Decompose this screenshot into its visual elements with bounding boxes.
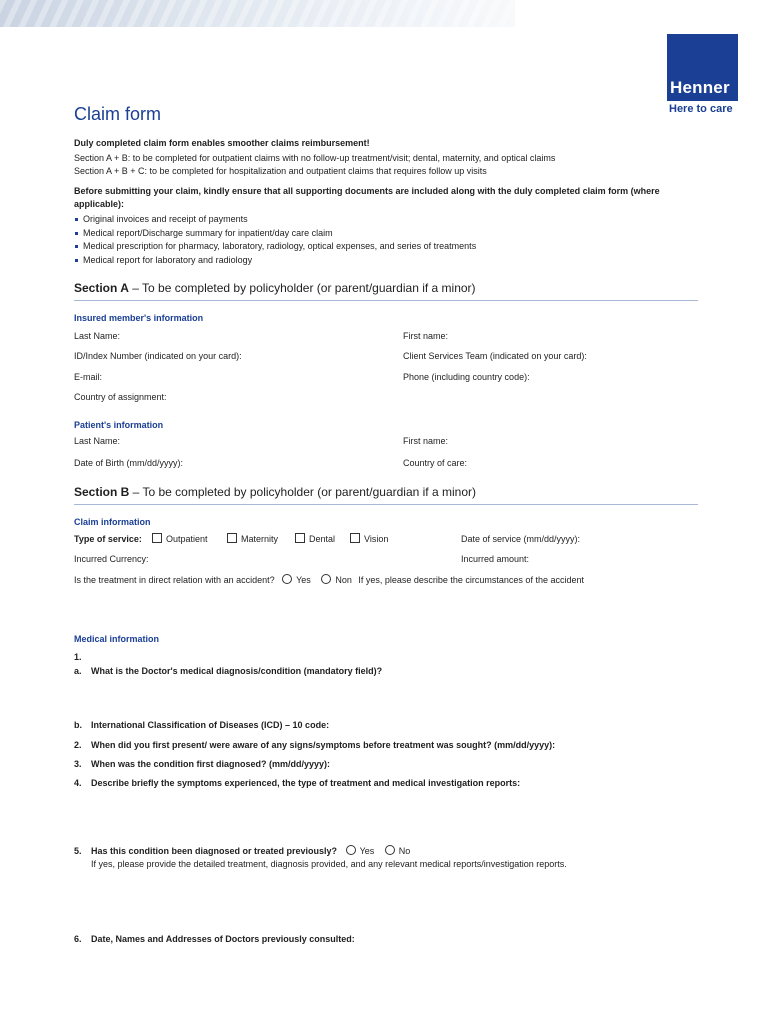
accident-question	[74, 574, 584, 587]
q1a-field[interactable]	[74, 665, 382, 678]
q5-yes-radio[interactable]	[346, 845, 356, 855]
q4-field[interactable]	[74, 777, 520, 790]
q2-label: When did you first present/ were aware of any signs/symptoms before treatment was sought? (mm/dd/yyyy):	[91, 740, 556, 750]
q5-no-radio[interactable]	[385, 845, 395, 855]
list-item: Original invoices and receipt of payments	[74, 213, 476, 227]
section-a-divider	[74, 300, 698, 301]
incurred-currency-field[interactable]: Incurred Currency:	[74, 554, 149, 564]
claim-info-heading: Claim information	[74, 517, 151, 527]
header-banner	[0, 0, 515, 27]
q6-number: 6.	[74, 934, 82, 944]
q1b-field[interactable]	[74, 719, 329, 732]
q3-label: When was the condition first diagnosed? (mm/dd/yyyy):	[91, 759, 331, 769]
service-outpatient[interactable]	[152, 533, 208, 546]
q5-no-label: No	[398, 846, 411, 856]
q1b-label: International Classification of Diseases (ICD) – 10 code:	[91, 720, 330, 730]
q1a-label: What is the Doctor's medical diagnosis/condition (mandatory field)?	[91, 666, 383, 676]
country-of-care-field[interactable]: Country of care:	[403, 458, 468, 468]
maternity-checkbox[interactable]	[227, 533, 237, 543]
accident-yes-label: Yes	[296, 575, 311, 585]
q1a-letter: a.	[74, 666, 82, 676]
logo-text: Henner	[670, 78, 730, 97]
q5-number: 5.	[74, 846, 82, 856]
dental-label: Dental	[309, 534, 336, 544]
id-number-field[interactable]: ID/Index Number (indicated on your card):	[74, 351, 242, 361]
q2-number: 2.	[74, 740, 82, 750]
page-title: Claim form	[74, 104, 162, 124]
date-of-birth-field[interactable]: Date of Birth (mm/dd/yyyy):	[74, 458, 184, 468]
q5-yes-label: Yes	[359, 846, 375, 856]
service-dental[interactable]	[295, 533, 335, 546]
intro-line-2: Section A + B + C: to be completed for hospitalization and outpatient claims that requires follow up visits	[74, 166, 487, 176]
accident-question-label: Is the treatment in direct relation with an accident?	[74, 575, 275, 585]
section-b-heading	[74, 485, 476, 499]
q3-number: 3.	[74, 759, 82, 769]
checklist-heading-1: Before submitting your claim, kindly ensure that all supporting documents are included along with the duly completed claim form (where	[74, 186, 660, 196]
accident-no-label: Non	[335, 575, 352, 585]
service-maternity[interactable]	[227, 533, 278, 546]
vision-label: Vision	[364, 534, 389, 544]
email-field[interactable]: E-mail:	[74, 372, 103, 382]
first-name-field[interactable]: First name:	[403, 331, 449, 341]
vision-checkbox[interactable]	[350, 533, 360, 543]
outpatient-label: Outpatient	[166, 534, 208, 544]
list-item: Medical report for laboratory and radiology	[74, 254, 476, 268]
accident-note: If yes, please describe the circumstances of the accident	[358, 575, 584, 585]
maternity-label: Maternity	[241, 534, 279, 544]
q6-field[interactable]	[74, 933, 355, 946]
accident-yes-radio[interactable]	[282, 574, 292, 584]
q3-field[interactable]	[74, 758, 330, 771]
insured-info-heading: Insured member's information	[74, 313, 204, 323]
brand-tagline: Here to care	[669, 103, 733, 115]
patient-info-heading: Patient's information	[74, 420, 164, 430]
q5-label: Has this condition been diagnosed or treated previously?	[91, 846, 338, 856]
q2-field[interactable]	[74, 739, 555, 752]
section-b-label: Section B	[74, 485, 130, 499]
checklist-heading-2: applicable):	[74, 199, 125, 209]
henner-logo	[667, 34, 738, 101]
country-of-assignment-field[interactable]: Country of assignment:	[74, 392, 167, 402]
client-services-team-field[interactable]: Client Services Team (indicated on your card):	[403, 351, 587, 361]
phone-field[interactable]: Phone (including country code):	[403, 372, 530, 382]
q1b-letter: b.	[74, 720, 82, 730]
intro-headline: Duly completed claim form enables smoother claims reimbursement!	[74, 138, 370, 148]
list-item: Medical report/Discharge summary for inpatient/day care claim	[74, 227, 476, 241]
q4-number: 4.	[74, 778, 82, 788]
q6-label: Date, Names and Addresses of Doctors previously consulted:	[91, 934, 355, 944]
intro-line-1: Section A + B: to be completed for outpatient claims with no follow-up treatment/visit; dental, maternity, and optical claims	[74, 153, 556, 163]
list-item: Medical prescription for pharmacy, laboratory, radiology, optical expenses, and series of treatments	[74, 240, 476, 254]
medical-info-heading: Medical information	[74, 634, 160, 644]
q5-field	[74, 845, 410, 858]
section-a-text: – To be completed by policyholder (or parent/guardian if a minor)	[128, 281, 476, 295]
outpatient-checkbox[interactable]	[152, 533, 162, 543]
patient-first-name-field[interactable]: First name:	[403, 436, 449, 446]
section-b-divider	[74, 504, 698, 505]
incurred-amount-field[interactable]: Incurred amount:	[461, 554, 530, 564]
section-a-heading	[74, 281, 476, 295]
type-of-service-label: Type of service:	[74, 534, 142, 544]
patient-last-name-field[interactable]: Last Name:	[74, 436, 121, 446]
q1-number: 1.	[74, 652, 82, 662]
date-of-service-field[interactable]: Date of service (mm/dd/yyyy):	[461, 534, 581, 544]
section-b-text: – To be completed by policyholder (or parent/guardian if a minor)	[129, 485, 476, 499]
document-checklist	[74, 213, 476, 267]
dental-checkbox[interactable]	[295, 533, 305, 543]
section-a-label: Section A	[74, 281, 129, 295]
q4-label: Describe briefly the symptoms experienced, the type of treatment and medical investigation reports:	[91, 778, 521, 788]
service-vision[interactable]	[350, 533, 388, 546]
q5-note: If yes, please provide the detailed treatment, diagnosis provided, and any relevant medical reports/investigation reports.	[91, 859, 567, 869]
accident-no-radio[interactable]	[321, 574, 331, 584]
last-name-field[interactable]: Last Name:	[74, 331, 121, 341]
